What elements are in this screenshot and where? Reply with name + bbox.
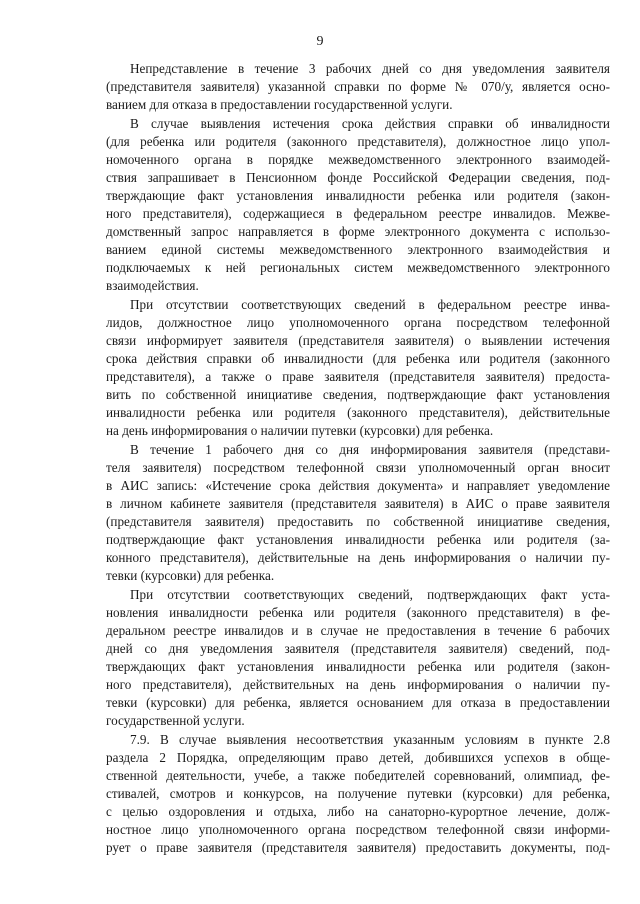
text-line: ного представителя), содержащиеся в федеральном реестре инвалидов. Межве- xyxy=(106,206,610,221)
text-line: (для ребенка или родителя (законного представителя), должностное лицо упол- xyxy=(106,134,610,149)
text-line: с целью оздоровления и отдыха, либо на санаторно-курортное лечение, долж- xyxy=(106,804,610,819)
text-line: В течение 1 рабочего дня со дня информирования заявителя (представи- xyxy=(130,442,610,457)
text-line: новления инвалидности ребенка или родителя (законного представителя) в фе- xyxy=(106,605,610,620)
text-line: подключаемых к ней региональных систем межведомственного электронного xyxy=(106,260,610,275)
text-line: дней со дня уведомления заявителя (представителя заявителя) сведений, под- xyxy=(106,641,610,656)
text-line: ванием единой системы межведомственного электронного взаимодействия и xyxy=(106,242,610,257)
text-line: деральном реестре инвалидов и в случае не предоставления в течение 6 рабочих xyxy=(106,623,610,638)
text-line: теля заявителя) посредством телефонной связи уполномоченный орган вносит xyxy=(106,460,610,475)
text-line: взаимодействия. xyxy=(106,278,199,293)
text-line: (представителя заявителя) указанной справки по форме № 070/у, является осно- xyxy=(106,79,610,94)
text-line: тевки (курсовки) для ребенка. xyxy=(106,568,275,583)
text-line: В случае выявления истечения срока действия справки об инвалидности xyxy=(130,116,610,131)
text-line: раздела 2 Порядка, определяющим право детей, добившихся успехов в обще- xyxy=(106,750,610,765)
text-line: ного представителя), действительных на день информирования о наличии пу- xyxy=(106,677,610,692)
text-line: срока действия справки об инвалидности (для ребенка или родителя (законного xyxy=(106,351,610,366)
text-line: рует о праве заявителя (представителя заявителя) предоставить документы, под- xyxy=(106,840,610,855)
text-line: При отсутствии соответствующих сведений, подтверждающих факт уста- xyxy=(130,587,610,602)
page-number: 9 xyxy=(316,34,324,49)
text-line: в личном кабинете заявителя (представителя заявителя) в АИС о праве заявителя xyxy=(106,496,610,511)
text-line: тверждающие факт установления инвалидности ребенка или родителя (закон- xyxy=(106,188,610,203)
text-line: конного представителя), действительные на день информирования о наличии пу- xyxy=(106,550,610,565)
text-line: тевки (курсовки) для ребенка, является основанием для отказа в предоставлении xyxy=(106,695,610,710)
text-line: При отсутствии соответствующих сведений в федеральном реестре инва- xyxy=(130,297,610,312)
text-line: на день информирования о наличии путевки (курсовки) для ребенка. xyxy=(106,423,494,438)
text-line: инвалидности ребенка или родителя (законного представителя), действительные xyxy=(106,405,610,420)
text-line: стивалей, смотров и конкурсов, на получение путевки (курсовки) для ребенка, xyxy=(106,786,610,801)
text-line: Непредставление в течение 3 рабочих дней со дня уведомления заявителя xyxy=(130,61,610,76)
text-line: в АИС запись: «Истечение срока действия документа» и направляет уведомление xyxy=(106,478,610,493)
text-line: подтверждающие факт установления инвалидности ребенка или родителя (за- xyxy=(106,532,610,547)
text-line: лидов, должностное лицо уполномоченного органа посредством телефонной xyxy=(106,315,610,330)
text-line: 7.9. В случае выявления несоответствия указанным условиям в пункте 2.8 xyxy=(130,732,610,747)
text-line: вить по собственной инициативе сведения, подтверждающие факт установления xyxy=(106,387,610,402)
text-line: (представителя заявителя) предоставить по собственной инициативе сведения, xyxy=(106,514,610,529)
text-line: тверждающих факт установления инвалидности ребенка или родителя (закон- xyxy=(106,659,610,674)
text-line: ственной деятельности, учебе, а также победителей соревнований, олимпиад, фе- xyxy=(106,768,610,783)
text-line: представителя), а также о праве заявителя (представителя заявителя) предоста- xyxy=(106,369,610,384)
text-line: связи информирует заявителя (представителя заявителя) о выявлении истечения xyxy=(106,333,610,348)
text-line: номоченного органа в порядке межведомственного электронного взаимодей- xyxy=(106,152,610,167)
text-line: ствия запрашивает в Пенсионном фонде Российской Федерации сведения, под- xyxy=(106,170,610,185)
text-line: государственной услуги. xyxy=(106,713,245,728)
text-line: ванием для отказа в предоставлении государственной услуги. xyxy=(106,97,453,112)
text-line: ностное лицо уполномоченного органа посредством телефонной связи информи- xyxy=(106,822,610,837)
text-line: домственный запрос направляется в форме электронного документа с использо- xyxy=(106,224,610,239)
